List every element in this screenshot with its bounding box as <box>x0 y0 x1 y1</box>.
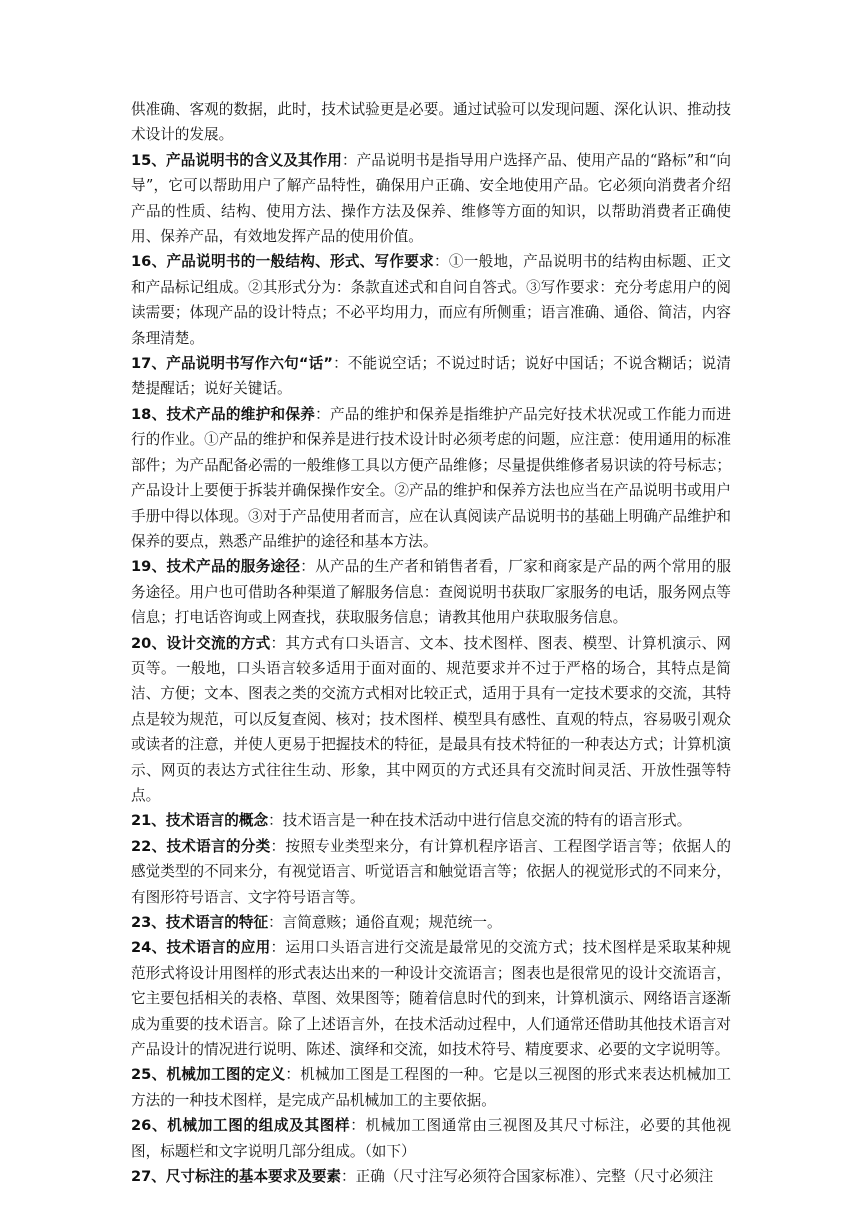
paragraph-item-26 <box>131 1113 731 1164</box>
item-heading: 17、产品说明书写作六句“话” <box>131 355 333 373</box>
item-heading: 20、设计交流的方式 <box>131 634 271 652</box>
item-heading: 27、尺寸标注的基本要求及要素 <box>131 1168 342 1186</box>
item-heading: 26、机械加工图的组成及其图样 <box>131 1117 351 1135</box>
paragraph-item-25 <box>131 1062 731 1113</box>
item-heading: 22、技术语言的分类 <box>131 837 271 855</box>
item-heading: 18、技术产品的维护和保养 <box>131 405 316 423</box>
paragraph-item-21 <box>131 808 731 833</box>
item-heading: 24、技术语言的应用 <box>131 939 271 957</box>
item-body: ：其方式有口头语言、文本、技术图样、图表、模型、计算机演示、网页等。一般地，口头语言较多适用于面对面的、规范要求并不过于严格的场合，其特点是简洁、方便；文本、图表之类的交流方式相对比较正式，适用于具有一定技术要求的交流，其特点是较为规范，可以反复查阅、核对；技术图样、模型具有感性、直观的特点，容易吸引观众或读者的注意，并使人更易于把握技术的特征，是最具有技术特征的一种表达方式；计算机演示、网页的表达方式往往生动、形象，其中网页的方式还具有交流时间灵活、开放性强等特点。 <box>131 634 731 804</box>
item-heading: 19、技术产品的服务途径 <box>131 558 301 576</box>
item-body: ：机械加工图通常由三视图及其尺寸标注，必要的其他视图，标题栏和文字说明几部分组成。（如下） <box>131 1117 731 1160</box>
item-body: ：机械加工图是工程图的一种。它是以三视图的形式来表达机械加工方法的一种技术图样，是完成产品机械加工的主要依据。 <box>131 1066 731 1109</box>
item-body: ：从产品的生产者和销售者看，厂家和商家是产品的两个常用的服务途径。用户也可借助各种渠道了解服务信息：查阅说明书获取厂家服务的电话，服务网点等信息；打电话咨询或上网查找，获取服务信息；请教其他用户获取服务信息。 <box>131 558 731 627</box>
item-body: ：不能说空话；不说过时话；说好中国话；不说含糊话；说清楚提醒话；说好关键话。 <box>131 355 731 398</box>
document-page <box>131 97 731 1189</box>
paragraph-item-16 <box>131 249 731 351</box>
item-body: ：运用口头语言进行交流是最常见的交流方式；技术图样是采取某种规范形式将设计用图样的形式表达出来的一种设计交流语言；图表也是很常见的设计交流语言，它主要包括相关的表格、草图、效果图等；随着信息时代的到来，计算机演示、网络语言逐渐成为重要的技术语言。除了上述语言外，在技术活动过程中，人们通常还借助其他技术语言对产品设计的情况进行说明、陈述、演绎和交流，如技术符号、精度要求、必要的文字说明等。 <box>131 939 731 1059</box>
paragraph-item-27 <box>131 1164 731 1189</box>
paragraph-item-22 <box>131 834 731 910</box>
item-body: ：①一般地，产品说明书的结构由标题、正文和产品标记组成。②其形式分为：条款直述式和自问自答式。③写作要求：充分考虑用户的阅读需要；体现产品的设计特点；不必平均用力，而应有所侧重；语言准确、通俗、简洁，内容条理清楚。 <box>131 253 731 347</box>
paragraph-item-17 <box>131 351 731 402</box>
item-body: ：技术语言是一种在技术活动中进行信息交流的特有的语言形式。 <box>268 812 692 830</box>
item-body: ：言简意赅；通俗直观；规范统一。 <box>268 914 502 931</box>
paragraph-item-18 <box>131 402 731 554</box>
paragraph-item-23 <box>131 910 731 935</box>
item-heading: 21、技术语言的概念 <box>131 812 269 830</box>
item-body: ：正确（尺寸注写必须符合国家标准）、完整（尺寸必须注 <box>341 1168 714 1186</box>
paragraph-item-24 <box>131 935 731 1062</box>
paragraph-item-19 <box>131 554 731 630</box>
item-body: ：按照专业类型来分，有计算机程序语言、工程图学语言等；依据人的感觉类型的不同来分，有视觉语言、听觉语言和触觉语言等；依据人的视觉形式的不同来分，有图形符号语言、文字符号语言等。 <box>131 837 731 906</box>
paragraph-item-15 <box>131 148 731 250</box>
item-heading: 23、技术语言的特征 <box>131 914 269 931</box>
item-heading: 15、产品说明书的含义及其作用 <box>131 151 342 169</box>
paragraph-continuation: 供准确、客观的数据，此时，技术试验更是必要。通过试验可以发现问题、深化认识、推动技术设计的发展。 <box>131 101 731 144</box>
item-heading: 25、机械加工图的定义 <box>131 1066 286 1084</box>
paragraph-item-20 <box>131 631 731 809</box>
item-body: ：产品的维护和保养是指维护产品完好技术状况或工作能力而进行的作业。①产品的维护和保养是进行技术设计时必须考虑的问题，应注意：使用通用的标准部件；为产品配备必需的一般维修工具以方便产品维修；尽量提供维修者易识读的符号标志；产品设计上要便于拆装并确保操作安全。②产品的维护和保养方法也应当在产品说明书或用户手册中得以体现。③对于产品使用者而言，应在认真阅读产品说明书的基础上明确产品维护和保养的要点，熟悉产品维护的途径和基本方法。 <box>131 405 731 550</box>
item-body: ：产品说明书是指导用户选择产品、使用产品的“路标”和“向导”，它可以帮助用户了解产品特性，确保用户正确、安全地使用产品。它必须向消费者介绍产品的性质、结构、使用方法、操作方法及保养、维修等方面的知识，以帮助消费者正确使用、保养产品，有效地发挥产品的使用价值。 <box>131 151 731 246</box>
item-heading: 16、产品说明书的一般结构、形式、写作要求 <box>131 253 434 271</box>
